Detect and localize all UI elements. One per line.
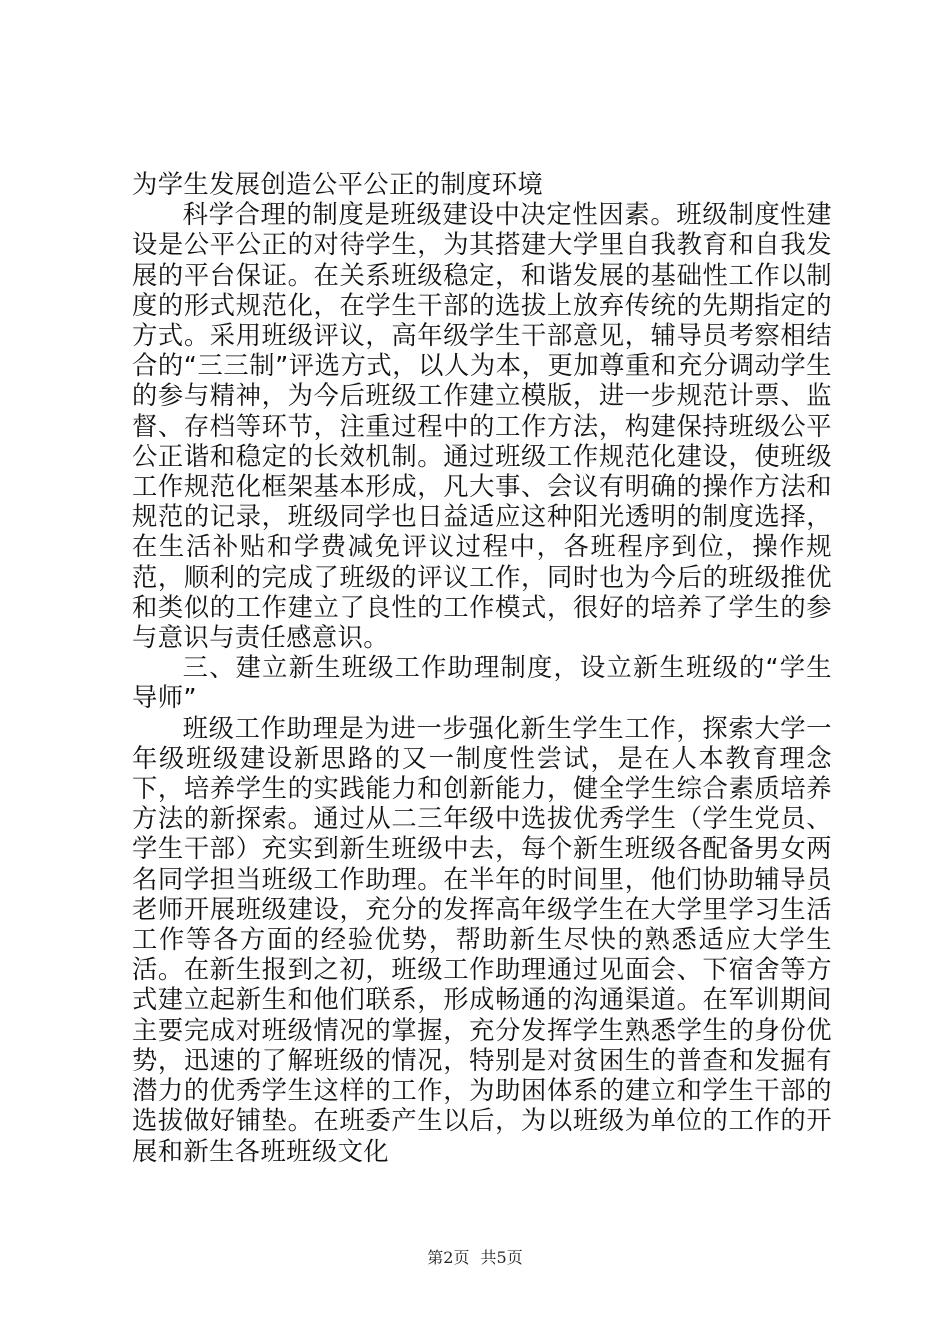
page-footer [0,1245,950,1268]
paragraph: 班级工作助理是为进一步强化新生学生工作，探索大学一年级班级建设新思路的又一制度性尝试，是在人本教育理念下，培养学生的实践能力和创新能力，健全学生综合素质培养方法的新探索。通过从二三年级中选拔优秀学生（学生党员、学生干部）充实到新生班级中去，每个新生班级各配备男女两名同学担当班级工作助理。在半年的时间里，他们协助辅导员老师开展班级建设，充分的发挥高年级学生在大学里学习生活工作等各方面的经验优势，帮助新生尽快的熟悉适应大学生活。在新生报到之初，班级工作助理通过见面会、下宿舍等方式建立起新生和他们联系，形成畅通的沟通渠道。在军训期间主要完成对班级情况的掌握，充分发挥学生熟悉学生的身份优势，迅速的了解班级的情况，特别是对贫困生的普查和发掘有潜力的优秀学生这样的工作，为助困体系的建立和学生干部的选拔做好铺垫。在班委产生以后，为以班级为单位的工作的开展和新生各班班级文化 [132,713,832,1166]
document-body [132,170,832,1167]
page-total: 共5页 [480,1248,523,1267]
paragraph: 科学合理的制度是班级建设中决定性因素。班级制度性建设是公平公正的对待学生，为其搭建大学里自我教育和自我发展的平台保证。在关系班级稳定，和谐发展的基础性工作以制度的形式规范化，在学生干部的选拔上放弃传统的先期指定的方式。采用班级评议，高年级学生干部意见，辅导员考察相结合的“三三制”评选方式，以人为本，更加尊重和充分调动学生的参与精神，为今后班级工作建立模版，进一步规范计票、监督、存档等环节，注重过程中的工作方法，构建保持班级公平公正谐和稳定的长效机制。通过班级工作规范化建设，使班级工作规范化框架基本形成，凡大事、会议有明确的操作方法和规范的记录，班级同学也日益适应这种阳光透明的制度选择，在生活补贴和学费减免评议过程中，各班程序到位，操作规范，顺利的完成了班级的评议工作，同时也为今后的班级推优和类似的工作建立了良性的工作模式，很好的培养了学生的参与意识与责任感意识。 [132,200,832,653]
section-heading-fragment: 为学生发展创造公平公正的制度环境 [132,170,544,199]
section-heading: 三、建立新生班级工作助理制度，设立新生班级的“学生导师” [132,653,832,713]
page-number: 第2页 [427,1248,470,1267]
